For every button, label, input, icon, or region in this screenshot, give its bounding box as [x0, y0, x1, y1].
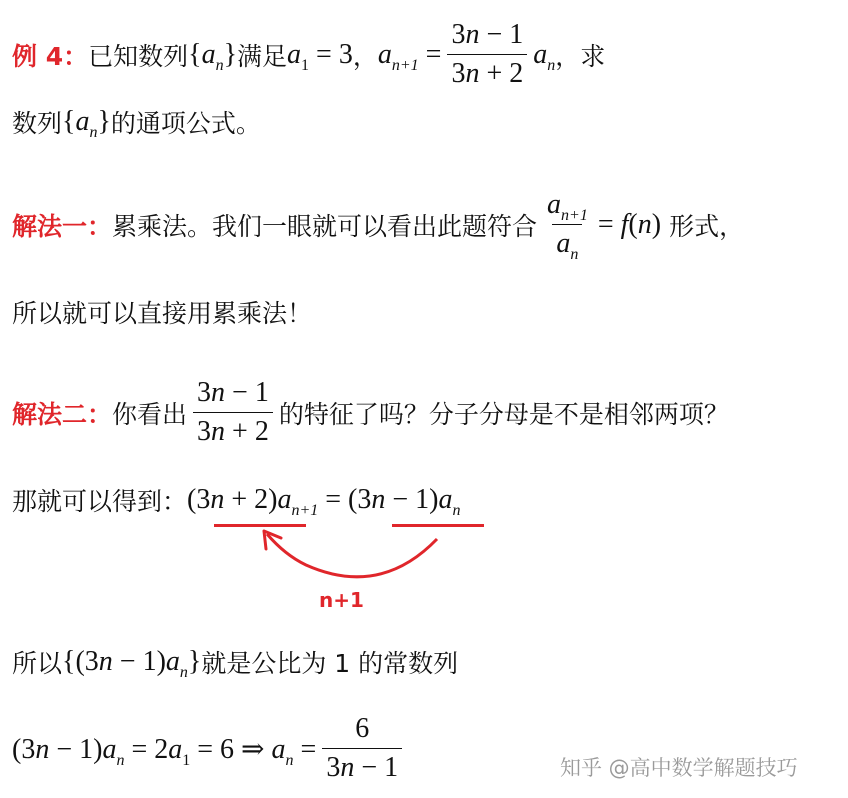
method1-text-3: 所以就可以直接用累乘法！ — [12, 299, 313, 328]
fraction-6-over-3n-1: $\frac{6}{3n - 1}$ — [322, 710, 402, 787]
example-text-5: 数列 — [12, 109, 63, 138]
example-text-4: ，求 — [555, 41, 606, 71]
formula-recurrence: $a_{n+1}$ = — [377, 38, 442, 74]
example-label: 例 4： — [12, 41, 89, 71]
watermark: 知乎 @高中数学解题技巧 — [560, 756, 798, 780]
fraction-3n-1-over-3n+2: $\frac{3n - 1}{3n + 2}$ — [447, 16, 527, 93]
example-text-2: 满足 — [237, 41, 288, 71]
method2-text-3: 那就可以得到： — [12, 487, 188, 516]
formula-final-derivation: $(3n - 1)a_n = 2a_1 = 6$ ⇒ $a_n$ = — [12, 733, 317, 769]
method2-text-5: 就是公比为 1 的常数列 — [201, 649, 459, 678]
fraction-an+1-over-an: $\frac{a_{n+1}}{a_n}$ — [547, 189, 588, 263]
formula-sequence-an-2: $\{a_n\}$ — [62, 106, 111, 141]
final-result-line — [12, 710, 408, 787]
method2-line3 — [12, 644, 458, 680]
annotation-n-plus-1: n+1 — [319, 588, 364, 612]
example-text-3: ， — [352, 41, 378, 71]
formula-a1-equals-3: $a_1 = 3$ — [287, 38, 353, 74]
method2-text-1: 你看出 — [112, 399, 188, 429]
formula-sequence-product: $\{(3n - 1)a_n\}$ — [62, 646, 202, 681]
formula-product-equation: $(3n + 2)a_{n+1} = (3n - 1)a_n$ — [187, 484, 461, 519]
fraction-3n-1-over-3n+2-b: $\frac{3n - 1}{3n + 2}$ — [193, 374, 273, 451]
method1-text-1: 累乘法。我们一眼就可以看出此题符合 — [112, 211, 538, 241]
example-text-6: 的通项公式。 — [110, 109, 261, 138]
method1-label: 解法一： — [12, 211, 113, 241]
method2-label: 解法二： — [12, 399, 113, 429]
method1-text-2: 形式， — [669, 211, 745, 241]
method2-text-4: 所以 — [12, 649, 63, 678]
formula-equals-fn: = f(n) — [597, 208, 662, 240]
formula-sequence-an: $\{a_n\}$ — [188, 38, 238, 74]
formula-an: $a_n$ — [533, 38, 556, 74]
method2-text-2: 的特征了吗？分子分母是不是相邻两项？ — [278, 399, 729, 429]
example-text-1: 已知数列 — [88, 41, 189, 71]
